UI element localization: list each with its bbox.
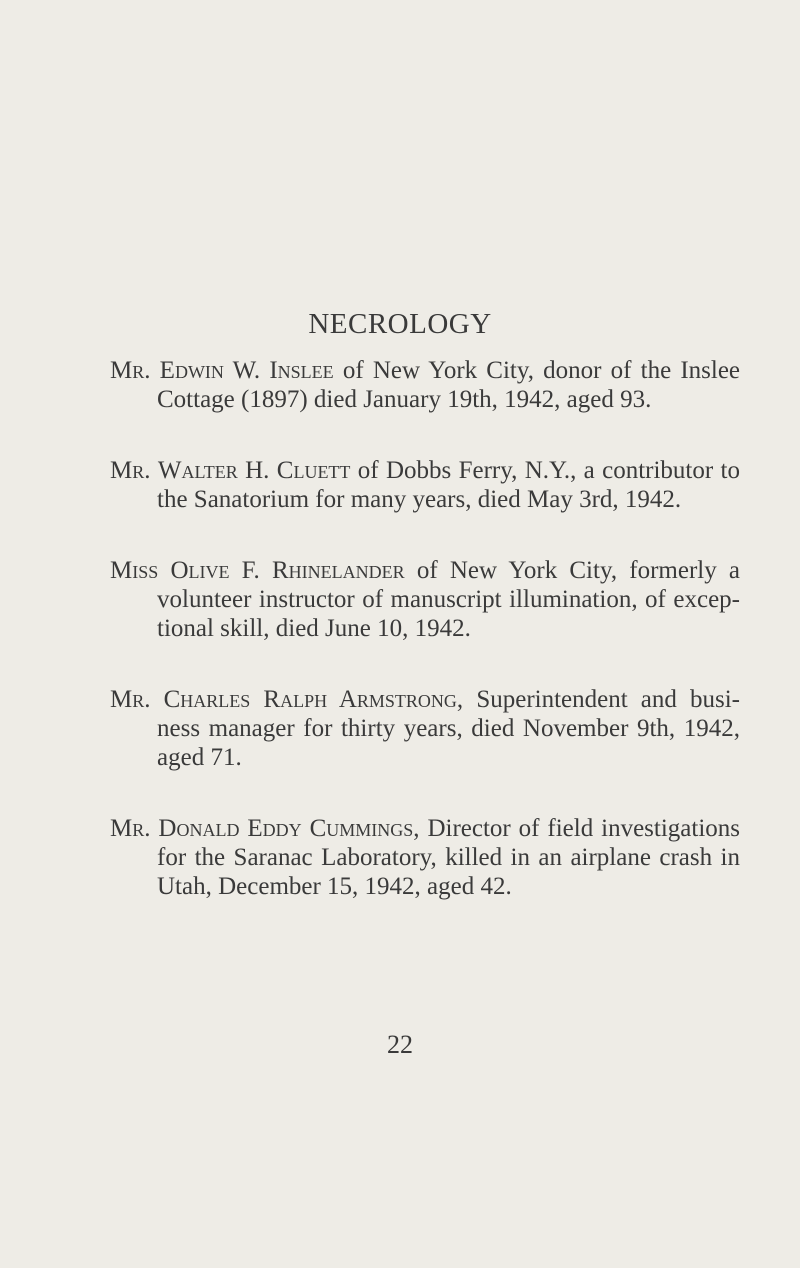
necrology-entry <box>110 814 740 901</box>
entry-name: Donald Eddy Cummings, <box>158 815 420 842</box>
necrology-entry <box>110 356 740 414</box>
entry-text: Superintendent and busi-ness manager for thirty years, died November 9th, 1942, aged 71. <box>157 686 741 771</box>
necrology-list <box>110 356 740 943</box>
entry-name: Walter H. Cluett <box>157 457 351 484</box>
page-number: 22 <box>387 1030 413 1059</box>
entry-text: Director of field investigations for the Saranac Laboratory, killed in an airplane crash in Utah, December 15, 1942, aged 42. <box>157 815 741 900</box>
entry-honorific: Miss <box>110 557 159 584</box>
entry-honorific: Mr. <box>110 357 151 384</box>
necrology-entry <box>110 556 740 643</box>
entry-honorific: Mr. <box>110 815 151 842</box>
entry-name: Olive F. Rhinelander <box>170 557 405 584</box>
entry-name: Edwin W. Inslee <box>159 357 334 384</box>
entry-name: Charles Ralph Armstrong, <box>163 686 464 713</box>
entry-text: of Dobbs Ferry, N.Y., a contributor to the Sanatorium for many years, died May 3rd, 1942. <box>157 457 740 513</box>
entry-honorific: Mr. <box>110 457 151 484</box>
page-title: NECROLOGY <box>308 308 492 340</box>
entry-text: of New York City, formerly a volunteer instructor of manuscript illumination, of excep-tional skill, died June 10, 1942. <box>157 557 740 642</box>
entry-text: of New York City, donor of the Inslee Cottage (1897) died January 19th, 1942, aged 93. <box>157 357 741 413</box>
necrology-entry <box>110 685 740 772</box>
entry-honorific: Mr. <box>110 686 151 713</box>
necrology-entry <box>110 456 740 514</box>
